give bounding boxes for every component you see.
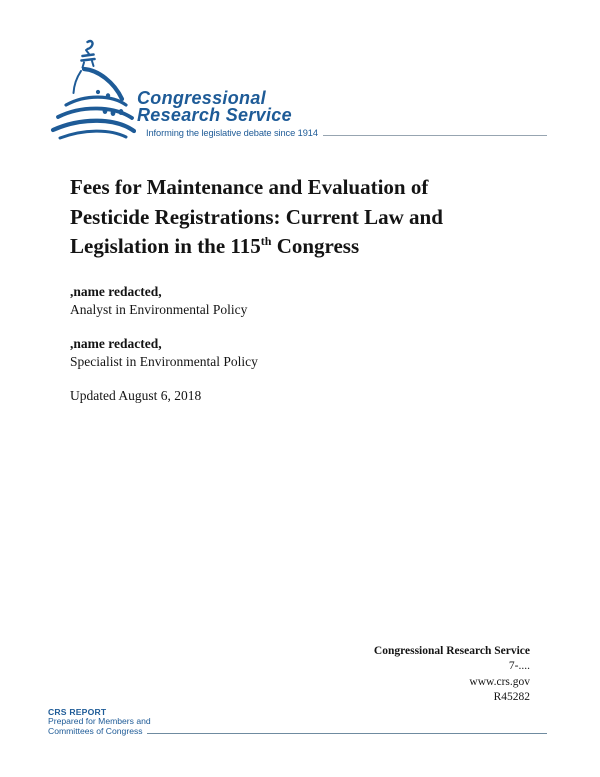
footer-contact-block <box>374 644 530 705</box>
report-number: R45282 <box>493 690 530 703</box>
report-title-line1: Fees for Maintenance and Evaluation of <box>70 175 429 199</box>
author-entry <box>70 335 258 371</box>
footer-website: www.crs.gov <box>469 675 530 688</box>
logo-tagline: Informing the legislative debate since 1914 <box>146 128 318 138</box>
capitol-dome-icon <box>50 39 136 141</box>
logo-org-line2: Research Service <box>137 104 292 125</box>
footer-brand-block <box>48 708 547 736</box>
ordinal-superscript: th <box>260 234 272 248</box>
footer-phone: 7-.... <box>508 660 530 673</box>
author-name: ,name redacted, <box>70 284 162 299</box>
report-title-line3-text: Legislation in the 115 <box>70 234 261 258</box>
logo-tagline-row <box>146 128 547 138</box>
crs-report-label: CRS REPORT <box>48 707 107 717</box>
footer-divider-rule <box>147 733 547 734</box>
author-role: Analyst in Environmental Policy <box>70 302 248 317</box>
authors-block <box>70 283 258 405</box>
report-title-line3 <box>70 232 550 262</box>
report-title-line3-end: Congress <box>271 234 360 258</box>
author-entry <box>70 283 258 319</box>
committees-line-row <box>48 727 547 736</box>
footer-org-name: Congressional Research Service <box>373 645 530 657</box>
updated-date: Updated August 6, 2018 <box>70 388 202 403</box>
logo-org-line1: Congressional <box>137 88 266 108</box>
report-title <box>70 173 550 262</box>
header-divider-rule <box>323 135 547 136</box>
prepared-for-line: Prepared for Members and <box>48 716 151 727</box>
committees-line: Committees of Congress <box>48 725 143 736</box>
author-role: Specialist in Environmental Policy <box>70 354 258 369</box>
author-name: ,name redacted, <box>70 336 162 351</box>
crs-logo-wordmark <box>137 90 292 123</box>
report-title-line2: Pesticide Registrations: Current Law and <box>70 204 443 229</box>
